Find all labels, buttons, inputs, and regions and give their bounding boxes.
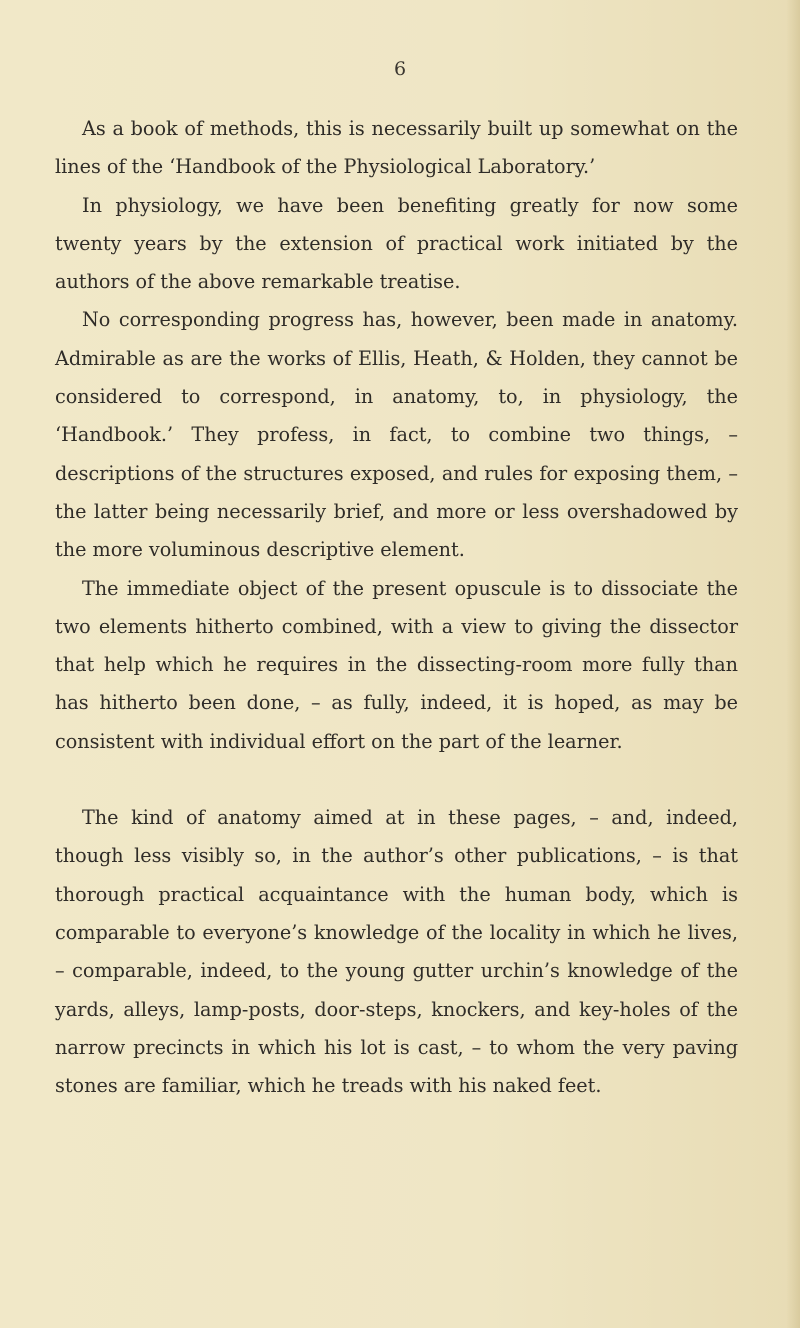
page-number: 6 <box>393 58 407 80</box>
paragraph-5: The kind of anatomy aimed at in these pages, – and, indeed, though less visibly so, in the author’s other publications, – is that thorough practical acquaintance with the human body, which is comparable to everyone’s knowledge of the locality in which he lives, – comparable, indeed, to the young gutter urchin’s knowledge of the yards, alleys, lamp-posts, door-steps, knockers, and key-holes of the narrow precincts in which his lot is cast, – to whom the very paving stones are familiar, which he treads with his naked feet. <box>55 806 738 1098</box>
page-edge-shadow <box>786 0 800 1328</box>
paragraph-4: The immediate object of the present opuscule is to dissociate the two elements hitherto combined, with a view to giving the dissector that help which he requires in the dissecting-room more fully than has hitherto been done, – as fully, indeed, it is hoped, as may be consistent with individual effort on the part of the learner. <box>55 576 738 753</box>
body-text <box>55 110 738 1105</box>
paragraph-3: No corresponding progress has, however, been made in anatomy. Admirable as are the works of Ellis, Heath, & Holden, they cannot be considered to correspond, in anatomy, to, in physiology, the ‘Handbook.’ They profess, in fact, to combine two things, – descriptions of the structures exposed, and rules for exposing them, – the latter being necessarily brief, and more or less overshadowed by the more voluminous descriptive element. <box>55 308 738 562</box>
paragraph-2: In physiology, we have been benefiting greatly for now some twenty years by the extension of practical work initiated by the authors of the above remarkable treatise. <box>55 193 738 294</box>
paragraph-1: As a book of methods, this is necessarily built up somewhat on the lines of the ‘Handbook of the Physiological Laboratory.’ <box>55 117 738 179</box>
